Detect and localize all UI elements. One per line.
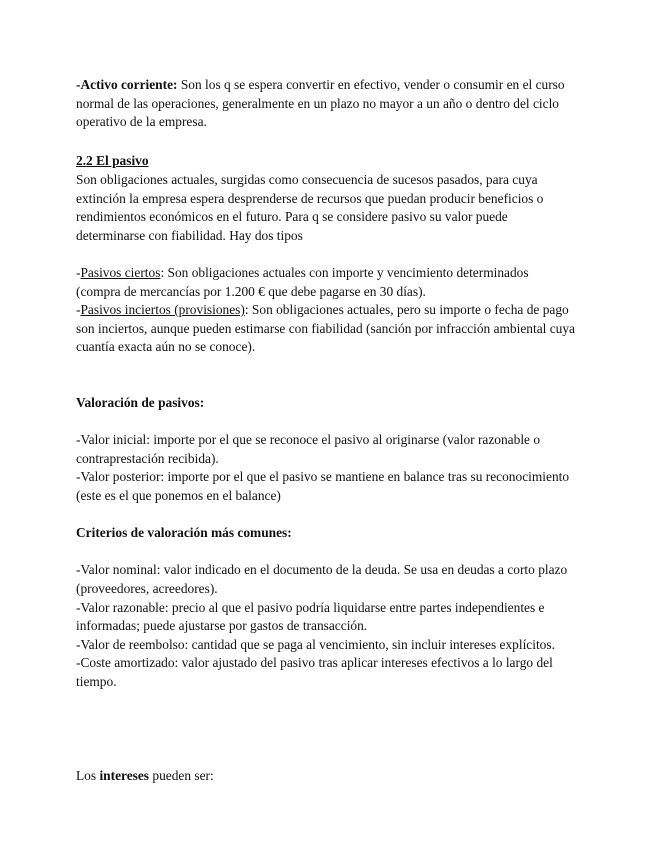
pasivo-tipo-text: : Son obligaciones actuales con importe y vencimiento determinados (compra de mercancías por 1.200 € que debe pagarse en 30 días). — [76, 264, 529, 299]
intereses-line: Los intereses pueden ser: — [76, 767, 214, 783]
activo-corriente-text: Son los q se espera convertir en efectivo, vender o consumir en el curso normal de las operaciones, generalmente en un plazo no mayor a un año o dentro del ciclo operativo de la empresa. — [76, 77, 565, 130]
criterio-item: -Valor nominal: valor indicado en el documento de la deuda. Se usa en deudas a corto plazo (proveedores, acreedores). — [76, 562, 568, 597]
criterio-item: -Valor de reembolso: cantidad que se paga al vencimiento, sin incluir intereses explícitos. — [76, 636, 555, 652]
section-heading-pasivo — [76, 152, 576, 171]
criterio-item: -Coste amortizado: valor ajustado del pasivo tras aplicar intereses efectivos a lo largo del tiempo. — [76, 655, 553, 689]
criterio-item: -Valor razonable: precio al que el pasivo podría liquidarse entre partes independientes e informadas; puede ajustarse por gastos de transacción. — [76, 599, 545, 634]
pasivo-intro: Son obligaciones actuales, surgidas como consecuencia de sucesos pasados, para cuya extinción la empresa espera desprenderse de recursos que puedan producir beneficios o rendimientos económicos en el futuro. Para q se considere pasivo su valor puede determinarse con fiabilidad. Hay dos tipos — [76, 171, 544, 243]
activo-corriente-term: -Activo corriente: — [76, 77, 178, 92]
activo-corriente-paragraph — [76, 76, 576, 132]
pasivo-tipo-term: Pasivos inciertos (provisiones) — [80, 302, 245, 318]
criterios-heading: Criterios de valoración más comunes: — [76, 525, 292, 541]
pasivo-tipo-term: Pasivos ciertos — [80, 264, 161, 280]
valoracion-heading: Valoración de pasivos: — [76, 395, 205, 411]
pasivo-heading: 2.2 El pasivo — [76, 153, 149, 169]
pasivo-tipo-item: -Pasivos inciertos (provisiones): Son obligaciones actuales, pero su importe o fecha de pago son inciertos, aunque pueden estimarse con fiabilidad (sanción por infracción ambiental cuya cuantía exacta aún no se conoce). — [76, 302, 575, 355]
valoracion-item: -Valor posterior: importe por el que el pasivo se mantiene en balance tras su reconocimiento (este es el que ponemos en el balance) — [76, 469, 570, 504]
pasivo-tipo-text: : Son obligaciones actuales, pero su importe o fecha de pago son inciertos, aunque pueden estimarse con fiabilidad (sanción por infracción ambiental cuya cuantía exacta aún no se conoce). — [76, 302, 575, 355]
valoracion-item: -Valor inicial: importe por el que se reconoce el pasivo al originarse (valor razonable o contraprestación recibida). — [76, 432, 541, 466]
intereses-term: intereses — [99, 767, 150, 783]
document-page — [76, 76, 576, 786]
pasivo-tipo-item: -Pasivos ciertos: Son obligaciones actuales con importe y vencimiento determinados (compra de mercancías por 1.200 € que debe pagarse en 30 días). — [76, 264, 529, 299]
